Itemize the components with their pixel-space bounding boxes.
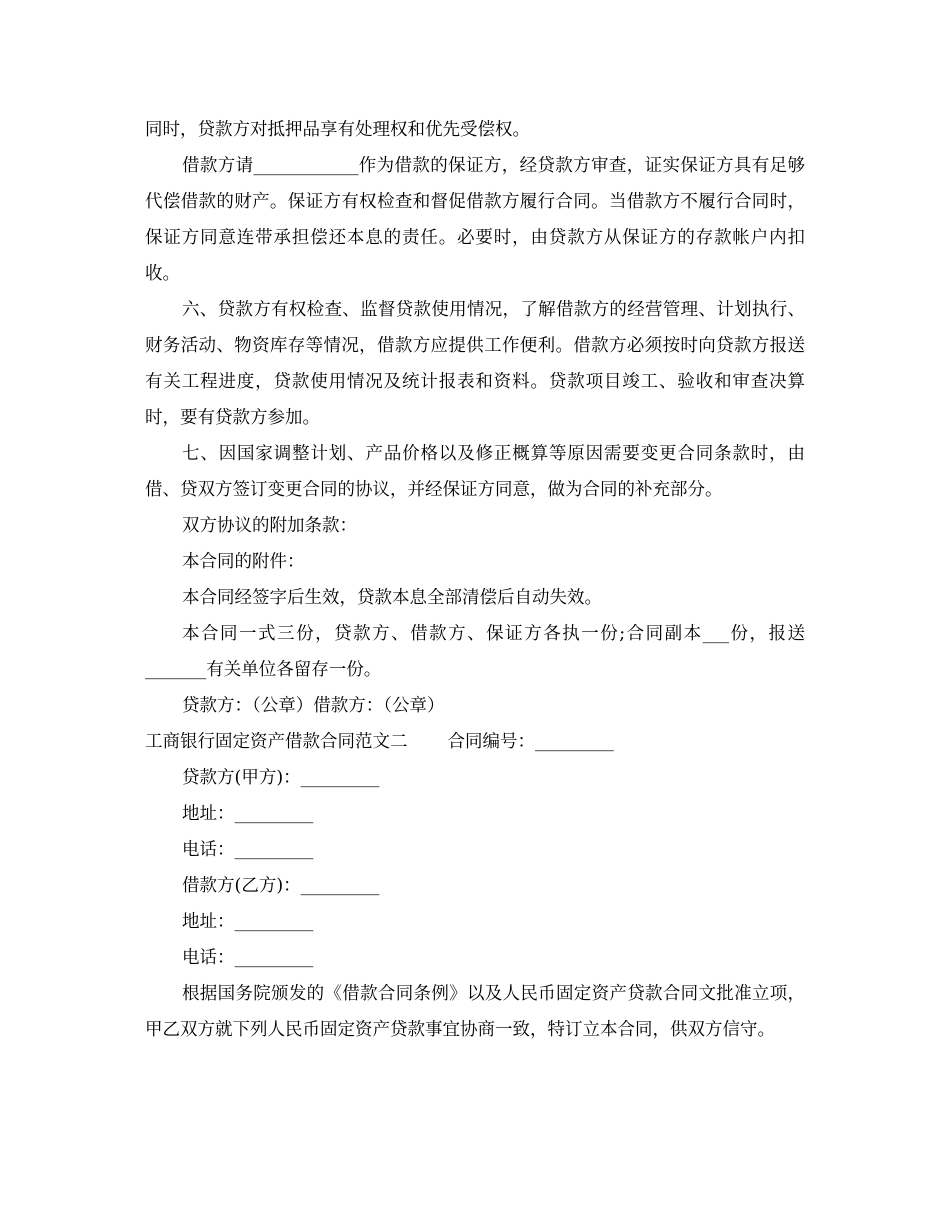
paragraph-guarantor: 借款方请____________作为借款的保证方，经贷款方审查，证实保证方具有足够代偿借款的财产。保证方有权检查和督促借款方履行合同。当借款方不履行合同时，保证方同意连带承担偿还本息的责任。必要时，由贷款方从保证方的存款帐户内扣收。: [145, 156, 805, 284]
paragraph-clause-six: 六、贷款方有权检查、监督贷款使用情况，了解借款方的经营管理、计划执行、财务活动、物资库存等情况，借款方应提供工作便利。借款方必须按时向贷款方报送有关工程进度，贷款使用情况及统计报表和资料。贷款项目竣工、验收和审查决算时，要有贷款方参加。: [145, 300, 805, 428]
paragraph-additional-terms: 双方协议的附加条款：: [182, 516, 357, 536]
paragraph-seals: 贷款方：（公章）借款方：（公章）: [182, 696, 445, 716]
contract-heading-line: [145, 724, 805, 760]
contract-number: 合同编号：_________: [447, 732, 614, 752]
paragraph-preamble: 根据国务院颁发的《借款合同条例》以及人民币固定资产贷款合同文批准立项，甲乙双方就下列人民币固定资产贷款事宜协商一致，特订立本合同，供双方信守。: [145, 984, 805, 1040]
document-page: [145, 112, 805, 1048]
paragraph-collateral-rights: 同时，贷款方对抵押品享有处理权和优先受偿权。: [145, 120, 530, 140]
field-borrower-address: 地址：_________: [182, 912, 314, 932]
paragraph-attachments: 本合同的附件：: [182, 552, 305, 572]
paragraph-clause-seven: 七、因国家调整计划、产品价格以及修正概算等原因需要变更合同条款时，由借、贷双方签订变更合同的协议，并经保证方同意，做为合同的补充部分。: [145, 444, 805, 500]
paragraph-effective: 本合同经签字后生效，贷款本息全部清偿后自动失效。: [182, 588, 602, 608]
field-lender-phone: 电话：_________: [182, 840, 314, 860]
field-lender: 贷款方(甲方)：_________: [182, 768, 380, 788]
contract-title: 工商银行固定资产借款合同范文二: [145, 732, 408, 752]
field-lender-address: 地址：_________: [182, 804, 314, 824]
field-borrower: 借款方(乙方)：_________: [182, 876, 380, 896]
paragraph-copies: 本合同一式三份，贷款方、借款方、保证方各执一份;合同副本___份，报送_______有关单位各留存一份。: [145, 624, 805, 680]
field-borrower-phone: 电话：_________: [182, 948, 314, 968]
